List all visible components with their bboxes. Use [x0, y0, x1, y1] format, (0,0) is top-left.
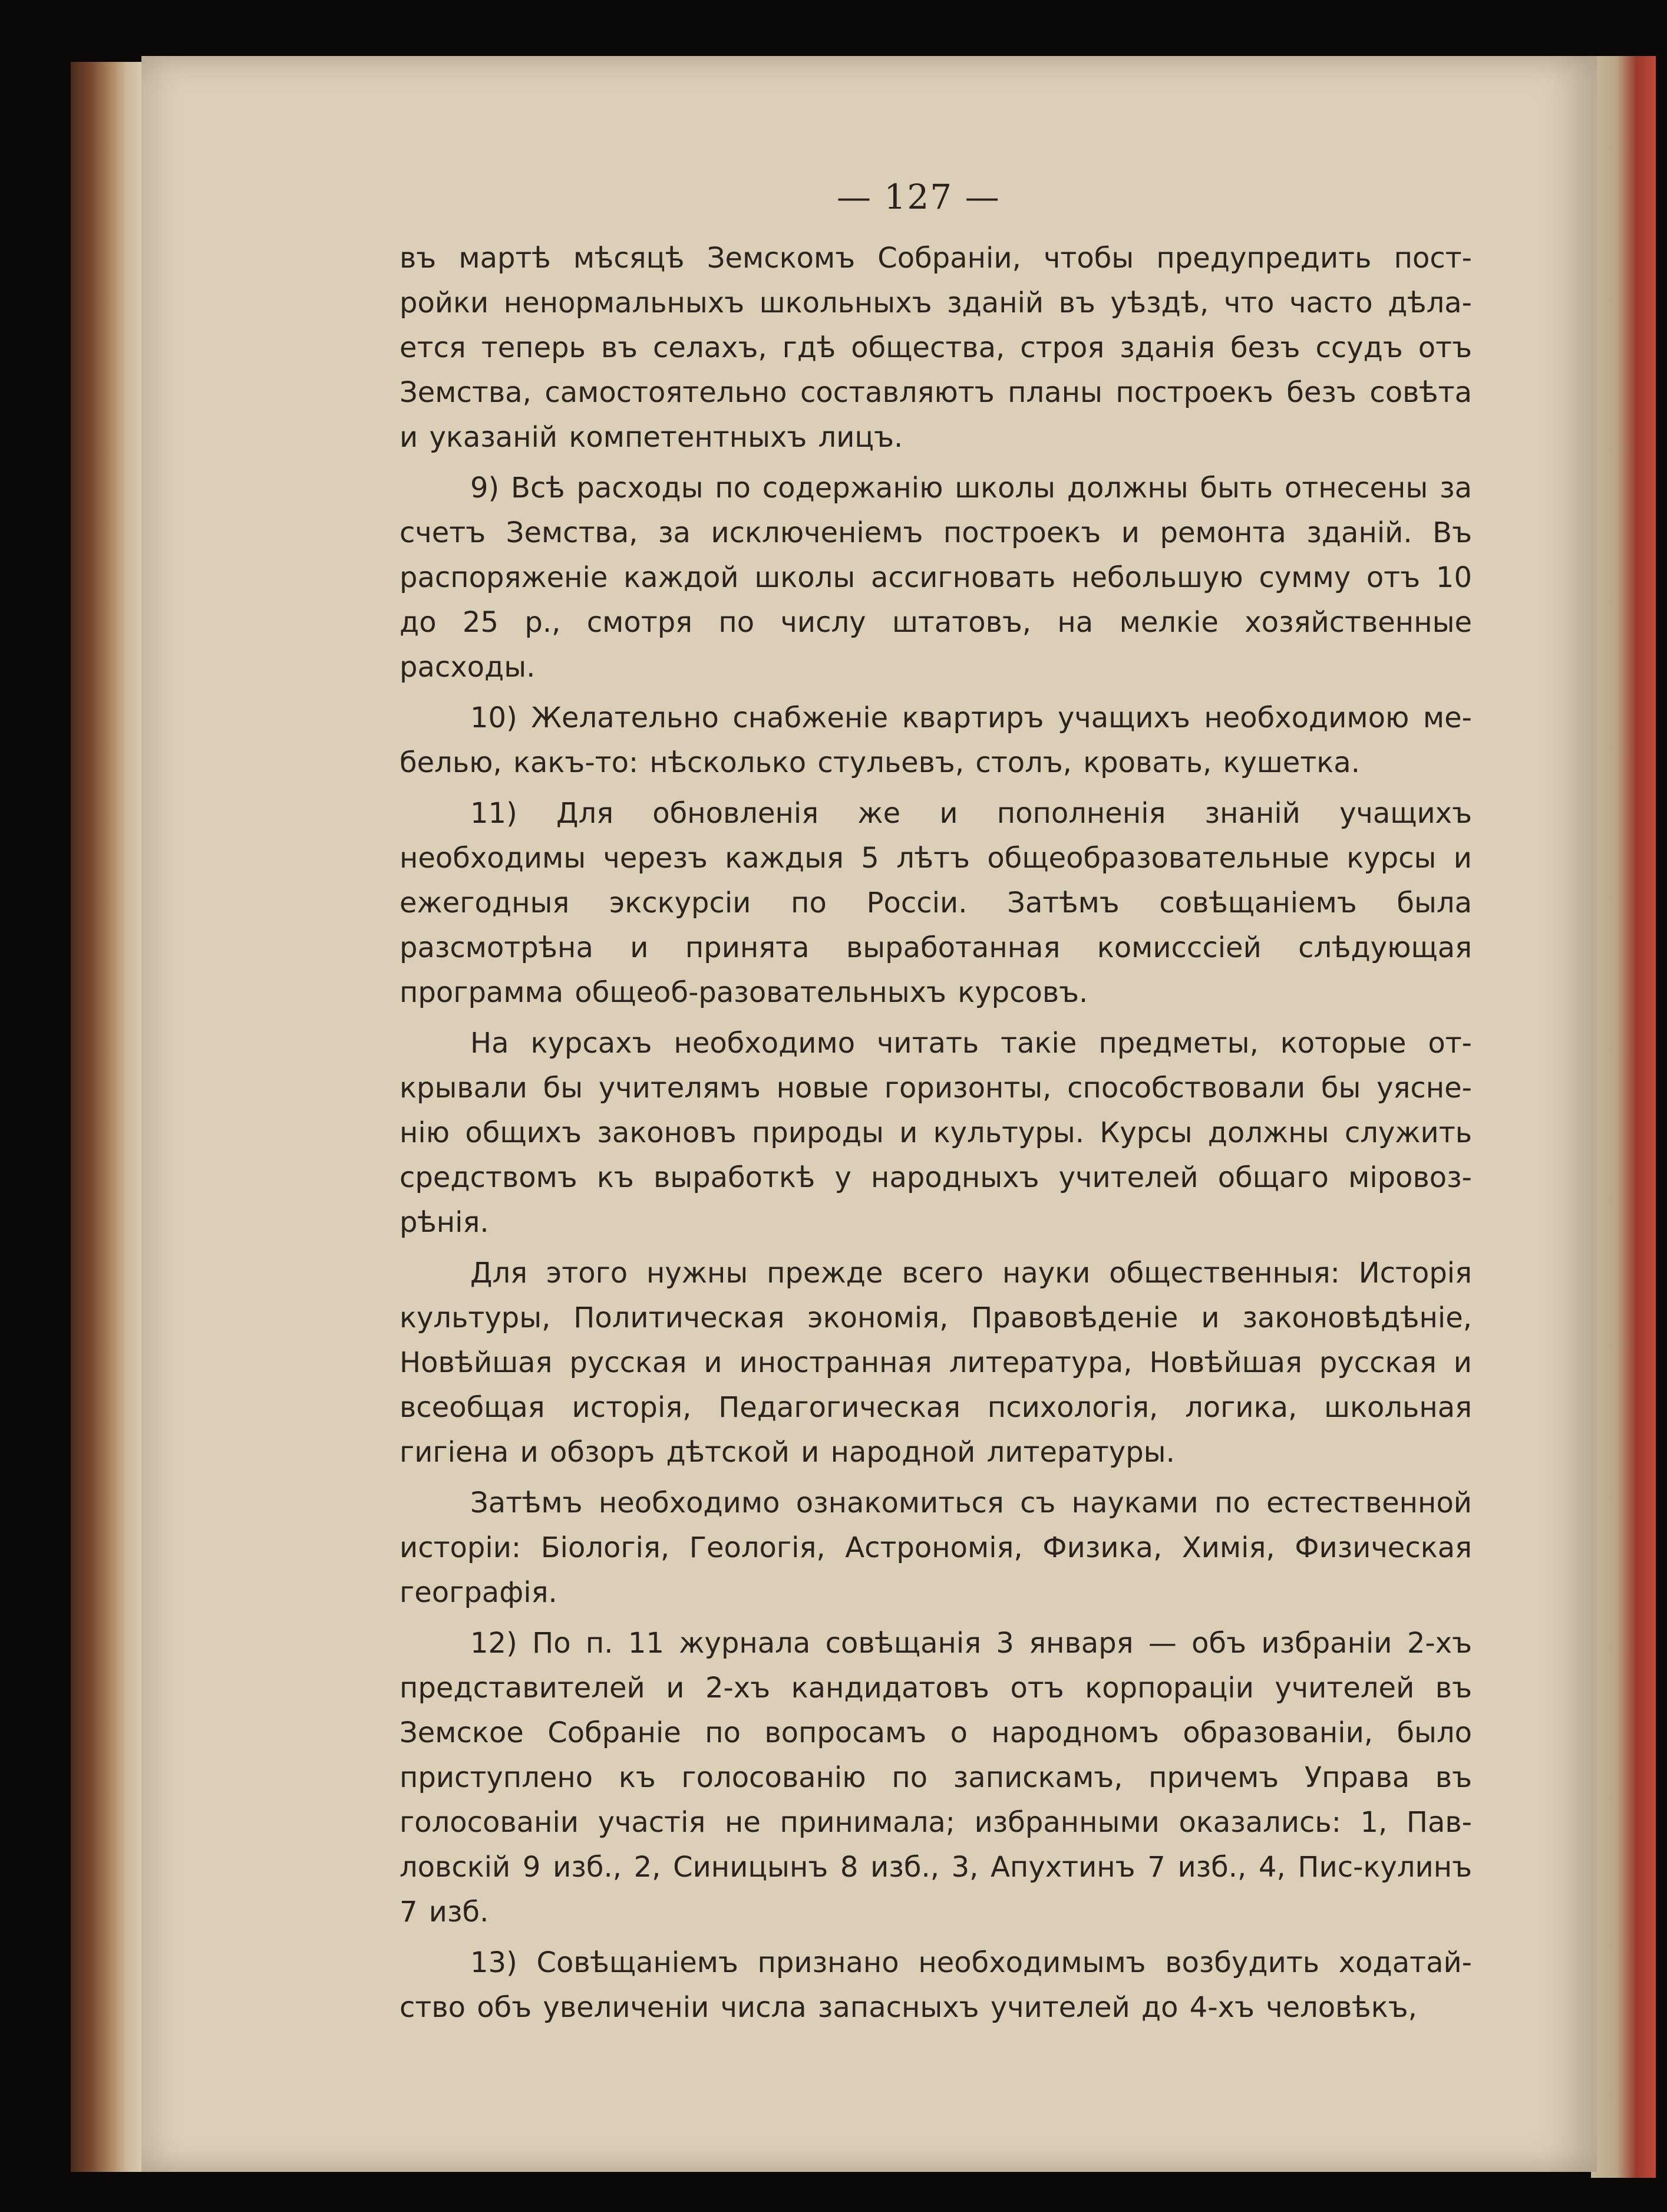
paragraph-courses: На курсахъ необходимо читать такіе предметы, которые от-крывали бы учителямъ новые горизонты, способствовали бы уясне-нію общихъ законовъ природы и культуры. Курсы должны служить средствомъ къ выработкѣ у народныхъ учителей общаго міровоз-рѣнія.: [400, 1027, 1472, 1239]
book-spine-edge-left: [71, 62, 141, 2172]
paragraph-item-12: 12) По п. 11 журнала совѣщанія 3 января — объ избраніи 2-хъ представителей и 2-хъ кандидатовъ отъ корпораціи учителей въ Земское Собраніе по вопросамъ о народномъ образованіи, было приступлено къ голосованію по запискамъ, причемъ Управа въ голосованіи участія не принимала; избранными оказались: 1, Пав-ловскій 9 изб., 2, Синицынъ 8 изб., 3, Апухтинъ 7 изб., 4, Пис-кулинъ 7 изб.: [400, 1627, 1472, 1929]
page-number: — 127 —: [837, 177, 1001, 217]
paragraph-item-10: 10) Желательно снабженіе квартиръ учащихъ необходимою ме-белью, какъ-то: нѣсколько стульевъ, столъ, кровать, кушетка.: [400, 701, 1472, 779]
paragraph-natural-sciences: Затѣмъ необходимо ознакомиться съ науками по естественной исторіи: Біологія, Геологія, Астрономія, Физика, Химія, Физическая географія.: [400, 1486, 1472, 1609]
body-text: [400, 236, 1472, 2030]
paragraph-item-11: 11) Для обновленія же и пополненія знаній учащихъ необходимы черезъ каждыя 5 лѣтъ общеобразовательные курсы и ежегодныя экскурсіи по Россіи. Затѣмъ совѣщаніемъ была разсмотрѣна и принята выработанная комисссіей слѣдующая программа общеоб-разовательныхъ курсовъ.: [400, 797, 1472, 1009]
paragraph-item-13: 13) Совѣщаніемъ признано необходимымъ возбудить ходатай-ство объ увеличеніи числа запасныхъ учителей до 4-хъ человѣкъ,: [400, 1946, 1472, 2024]
book-page-edge-right: [1591, 56, 1656, 2178]
paragraph-social-sciences: Для этого нужны прежде всего науки общественныя: Исторія культуры, Политическая экономія, Правовѣденіе и законовѣдѣніе, Новѣйшая русская и иностранная литература, Новѣйшая русская и всеобщая исторія, Педагогическая психологія, логика, школьная гигіена и обзоръ дѣтской и народной литературы.: [400, 1257, 1472, 1469]
paragraph-continuation: въ мартѣ мѣсяцѣ Земскомъ Собраніи, чтобы предупредить пост-ройки ненормальныхъ школьныхъ зданій въ уѣздѣ, что часто дѣла-ется теперь въ селахъ, гдѣ общества, строя зданія безъ ссудъ отъ Земства, самостоятельно составляютъ планы построекъ безъ совѣта и указаній компетентныхъ лицъ.: [400, 242, 1472, 454]
paragraph-item-9: 9) Всѣ расходы по содержанію школы должны быть отнесены за счетъ Земства, за исключеніемъ построекъ и ремонта зданій. Въ распоряженіе каждой школы ассигновать небольшую сумму отъ 10 до 25 р., смотря по числу штатовъ, на мелкіе хозяйственные расходы.: [400, 472, 1472, 684]
